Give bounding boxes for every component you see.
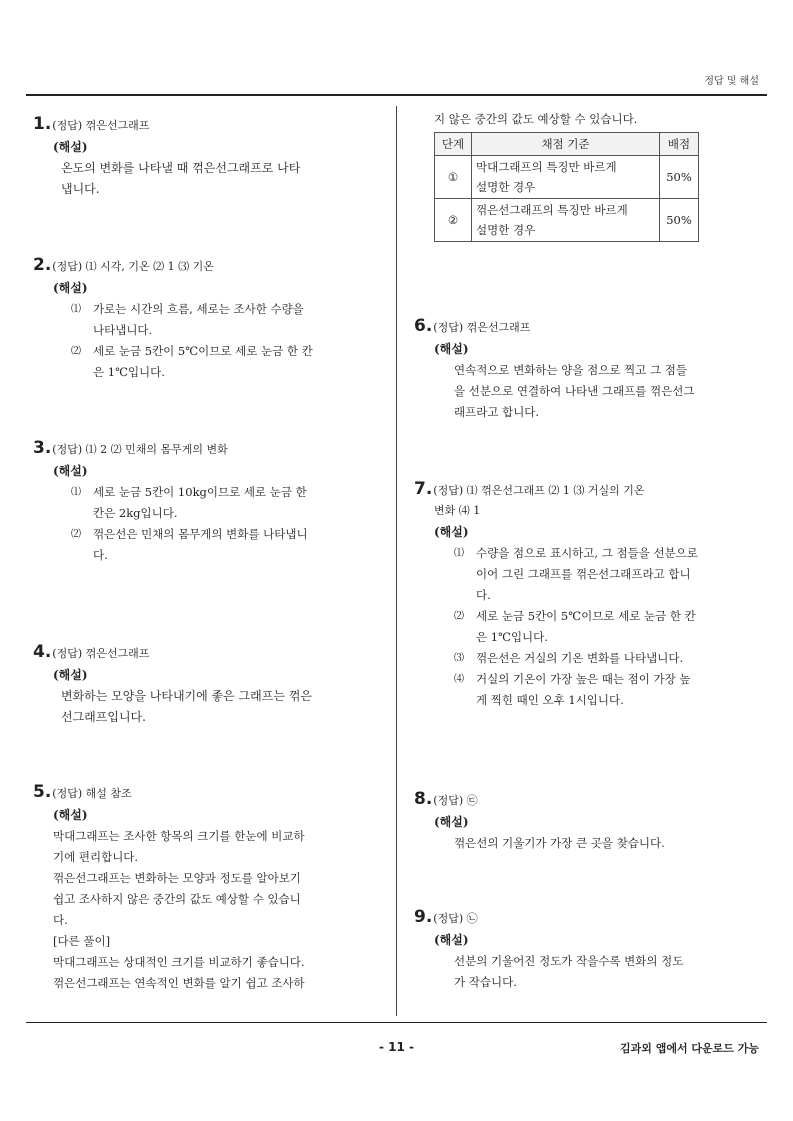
answer-label: (정답) [52,787,83,800]
explanation-title: (해설) [434,342,469,356]
answer-text: 해설 참조 [85,787,132,800]
answer-label: (정답) [433,321,464,334]
list-item: ⑷ 거실의 기온이 가장 높은 때는 점이 가장 높 게 찍힌 때인 오후 1시입니다. [454,672,691,707]
list-item: ⑴ 세로 눈금 5칸이 10kg이므로 세로 눈금 한 칸은 2kg입니다. [71,485,307,520]
list-item: ⑵ 세로 눈금 5칸이 5℃이므로 세로 눈금 한 칸 은 1℃입니다. [71,344,313,379]
header-rule [26,94,767,96]
table-header: 배점 [660,133,699,156]
grading-table [434,132,699,242]
question-5-continued [434,109,734,242]
answer-text: 꺾은선그래프 [85,647,150,660]
question-number: 1. [33,114,52,134]
answer-text: ⑴ 꺾은선그래프 ⑵ 1 ⑶ 거실의 기온 [466,484,645,497]
answer-label: (정답) [433,484,464,497]
question-number: 4. [33,642,52,662]
explanation-title: (해설) [434,815,469,829]
question-number: 9. [414,907,433,927]
explanation-title: (해설) [53,668,88,682]
list-item: ⑴ 수량을 점으로 표시하고, 그 점들을 선분으로 이어 그린 그래프를 꺾은선그래프라고 합니 다. [454,546,698,602]
explanation-title: (해설) [53,808,88,822]
explanation-text: 선분의 기울어진 정도가 작을수록 변화의 정도 가 작습니다. [454,954,684,989]
question-5 [33,782,378,994]
answer-text: ⑴ 시각, 기온 ⑵ 1 ⑶ 기온 [85,260,214,273]
question-4 [33,642,373,728]
page-number: - 11 - [378,1040,414,1054]
table-row: ① 막대그래프의 특징만 바르게 설명한 경우 50% [435,156,699,199]
explanation-text: 연속적으로 변화하는 양을 점으로 찍고 그 점들 을 선분으로 연결하여 나타낸 그래프를 꺾은선그 래프라고 합니다. [454,363,695,419]
explanation-text: 온도의 변화를 나타낼 때 꺾은선그래프로 나타 냅니다. [61,161,301,196]
question-2 [33,255,373,383]
section-header: 정답 및 해설 [704,76,759,87]
question-3 [33,438,373,566]
question-number: 2. [33,255,52,275]
answer-text: 꺾은선그래프 [85,119,150,132]
footer-promo: 김과외 앱에서 다운로드 가능 [620,1042,759,1055]
question-6 [414,316,759,423]
answer-text: ㉢ [466,794,478,807]
explanation-title: (해설) [53,464,88,478]
question-number: 8. [414,789,433,809]
explanation-text: 꺾은선의 기울기가 가장 큰 곳을 찾습니다. [454,836,665,850]
answer-label: (정답) [433,912,464,925]
question-number: 3. [33,438,52,458]
explanation-list [71,482,373,566]
answer-label: (정답) [52,119,83,132]
list-item: ⑴ 가로는 시간의 흐름, 세로는 조사한 수량을 나타냅니다. [71,302,304,337]
question-number: 5. [33,782,52,802]
list-item: ⑵ 세로 눈금 5칸이 5℃이므로 세로 눈금 한 칸 은 1℃입니다. [454,609,696,644]
answer-label: (정답) [52,260,83,273]
question-number: 6. [414,316,433,336]
table-header: 단계 [435,133,472,156]
question-7 [414,479,759,711]
answer-text: ㉡ [466,912,478,925]
explanation-title: (해설) [53,140,88,154]
list-item: ⑵ 꺾은선은 민채의 몸무게의 변화를 나타냅니 다. [71,527,308,562]
table-row: ② 꺾은선그래프의 특징만 바르게 설명한 경우 50% [435,199,699,242]
explanation-list [454,543,759,711]
question-8 [414,789,759,854]
footer-rule [26,1022,767,1023]
answer-label: (정답) [433,794,464,807]
explanation-title: (해설) [434,525,469,539]
explanation-title: (해설) [434,933,469,947]
answer-label: (정답) [52,647,83,660]
answer-label: (정답) [52,443,83,456]
column-divider [396,106,397,1016]
question-number: 7. [414,479,433,499]
answer-text: 꺾은선그래프 [466,321,531,334]
explanation-text: 변화하는 모양을 나타내기에 좋은 그래프는 꺾은 선그래프입니다. [61,689,312,724]
table-header: 채점 기준 [472,133,660,156]
list-item: ⑶ 꺾은선은 거실의 기온 변화를 나타냅니다. [454,651,684,665]
answer-text-continued: 변화 ⑷ 1 [434,504,481,517]
question-1 [33,114,373,200]
explanation-text: 막대그래프는 조사한 항목의 크기를 한눈에 비교하 기에 편리합니다. 꺾은선그래프는 변화하는 모양과 정도를 알아보기 쉽고 조사하지 않은 중간의 값도 예상할 수 있습니 다. [다른 풀이] 막대그래프는 상대적인 크기를 비교하기 좋습니다. 꺾은선그래프는 연속적인 변화를 알기 쉽고 조사하 [53,829,305,990]
answer-text: ⑴ 2 ⑵ 민채의 몸무게의 변화 [85,443,228,456]
question-9 [414,907,759,993]
explanation-title: (해설) [53,281,88,295]
explanation-list [71,299,373,383]
explanation-text: 지 않은 중간의 값도 예상할 수 있습니다. [434,112,638,126]
